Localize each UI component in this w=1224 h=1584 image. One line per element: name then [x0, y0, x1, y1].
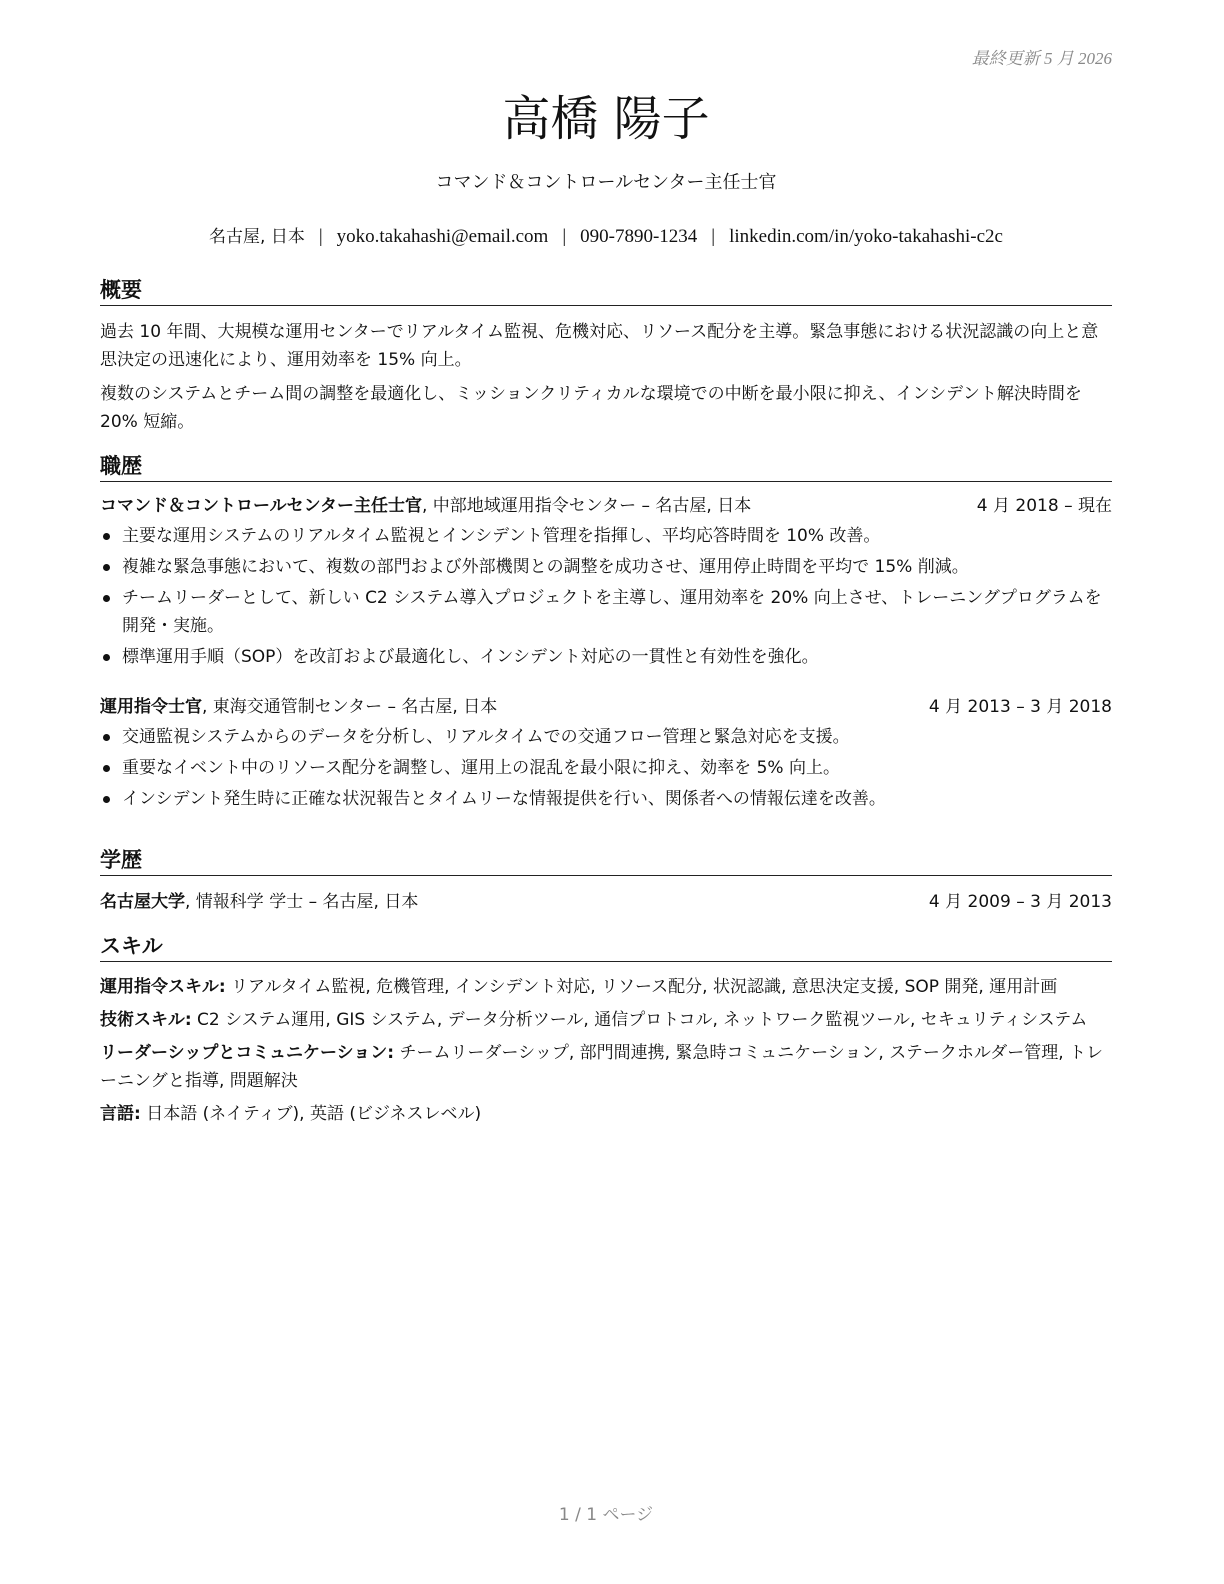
- resume-page: [100, 0, 1112, 1584]
- job-dates: 4 月 2013 – 3 月 2018: [928, 697, 1112, 717]
- experience-section: [100, 452, 1112, 816]
- bullet-dot-icon: [103, 765, 110, 772]
- skill-item: [100, 1006, 1112, 1034]
- contact-linkedin[interactable]: linkedin.com/in/yoko-takahashi-c2c: [729, 226, 1003, 247]
- job-bullets: [100, 723, 1112, 813]
- job-role: コマンド＆コントロールセンター主任士官: [100, 496, 422, 516]
- contact-separator: |: [711, 226, 716, 247]
- bullet-dot-icon: [103, 595, 110, 602]
- job-header: [100, 492, 1112, 520]
- education-entry: [100, 888, 1112, 916]
- education-title: 学歴: [100, 846, 1112, 876]
- summary-title: 概要: [100, 276, 1112, 306]
- skill-label: 技術スキル:: [100, 1010, 192, 1030]
- job-bullet-text: 主要な運用システムのリアルタイム監視とインシデント管理を指揮し、平均応答時間を 10% 改善。: [122, 526, 881, 546]
- education-dates: 4 月 2009 – 3 月 2013: [928, 892, 1112, 912]
- job-role: 運用指令士官: [100, 697, 202, 717]
- job-bullet: [100, 522, 1112, 550]
- contact-separator: |: [318, 226, 323, 247]
- contact-separator: |: [562, 226, 567, 247]
- job-bullet-text: 標準運用手順（SOP）を改訂および最適化し、インシデント対応の一貫性と有効性を強化。: [122, 647, 819, 667]
- job-entry: [100, 492, 1112, 671]
- skill-value: チームリーダーシップ, 部門間連携, 緊急時コミュニケーション, ステークホルダー管理, トレーニングと指導, 問題解決: [100, 1043, 1104, 1091]
- skill-label: 言語:: [100, 1104, 141, 1124]
- job-bullet: [100, 643, 1112, 671]
- job-bullet: [100, 754, 1112, 782]
- bullet-dot-icon: [103, 564, 110, 571]
- job-bullet-text: 交通監視システムからのデータを分析し、リアルタイムでの交通フロー管理と緊急対応を支援。: [122, 727, 850, 747]
- bullet-dot-icon: [103, 654, 110, 661]
- job-bullet: [100, 723, 1112, 751]
- job-header: [100, 693, 1112, 721]
- candidate-name: 高橋 陽子: [502, 91, 710, 147]
- summary-paragraph: 過去 10 年間、大規模な運用センターでリアルタイム監視、危機対応、リソース配分を主導。緊急事態における状況認識の向上と意思決定の迅速化により、運用効率を 15% 向上。: [100, 322, 1099, 370]
- job-bullet: [100, 553, 1112, 581]
- skills-title: スキル: [100, 932, 1112, 962]
- skill-item: [100, 1100, 1112, 1128]
- job-bullet: [100, 584, 1112, 640]
- candidate-headline: コマンド＆コントロールセンター主任士官: [435, 172, 777, 193]
- job-entry: [100, 693, 1112, 813]
- skill-label: リーダーシップとコミュニケーション:: [100, 1043, 395, 1063]
- contact-phone[interactable]: 090-7890-1234: [580, 226, 698, 247]
- job-dates: 4 月 2018 – 現在: [976, 496, 1112, 516]
- last-updated: [972, 44, 1112, 69]
- job-org: , 東海交通管制センター – 名古屋, 日本: [202, 697, 498, 717]
- education-detail: , 情報科学 学士 – 名古屋, 日本: [185, 892, 419, 912]
- contact-location: 名古屋, 日本: [209, 227, 305, 247]
- job-bullet-text: チームリーダーとして、新しい C2 システム導入プロジェクトを主導し、運用効率を 20% 向上させ、トレーニングプログラムを開発・実施。: [122, 588, 1102, 636]
- bullet-dot-icon: [103, 533, 110, 540]
- page-indicator: 1 / 1 ページ: [558, 1505, 654, 1525]
- skill-label: 運用指令スキル:: [100, 977, 226, 997]
- job-bullet: [100, 785, 1112, 813]
- skills-list: [100, 973, 1112, 1128]
- skill-value: リアルタイム監視, 危機管理, インシデント対応, リソース配分, 状況認識, 意思決定支援, SOP 開発, 運用計画: [225, 977, 1058, 997]
- job-bullet-text: インシデント発生時に正確な状況報告とタイムリーな情報提供を行い、関係者への情報伝達を改善。: [122, 789, 886, 809]
- education-school: 名古屋大学: [100, 892, 185, 912]
- contact-email[interactable]: yoko.takahashi@email.com: [336, 226, 549, 247]
- skill-item: [100, 1039, 1112, 1095]
- job-org: , 中部地域運用指令センター – 名古屋, 日本: [421, 496, 752, 516]
- bullet-dot-icon: [103, 734, 110, 741]
- skill-value: 日本語 (ネイティブ), 英語 (ビジネスレベル): [140, 1104, 482, 1124]
- job-bullet-text: 重要なイベント中のリソース配分を調整し、運用上の混乱を最小限に抑え、効率を 5% 向上。: [122, 758, 840, 778]
- job-bullets: [100, 522, 1112, 671]
- contact-line: [100, 224, 1112, 250]
- experience-title: 職歴: [100, 452, 1112, 482]
- summary-section: [100, 276, 1112, 436]
- last-updated-text: 最終更新 5 月 2026: [971, 49, 1112, 68]
- education-section: [100, 846, 1112, 916]
- summary-paragraph: 複数のシステムとチーム間の調整を最適化し、ミッションクリティカルな環境での中断を最小限に抑え、インシデント解決時間を 20% 短縮。: [100, 384, 1082, 432]
- skill-value: C2 システム運用, GIS システム, データ分析ツール, 通信プロトコル, ネットワーク監視ツール, セキュリティシステム: [191, 1010, 1088, 1030]
- bullet-dot-icon: [103, 796, 110, 803]
- skills-section: [100, 932, 1112, 1133]
- job-bullet-text: 複雑な緊急事態において、複数の部門および外部機関との調整を成功させ、運用停止時間を平均で 15% 削減。: [122, 557, 969, 577]
- skill-item: [100, 973, 1112, 1001]
